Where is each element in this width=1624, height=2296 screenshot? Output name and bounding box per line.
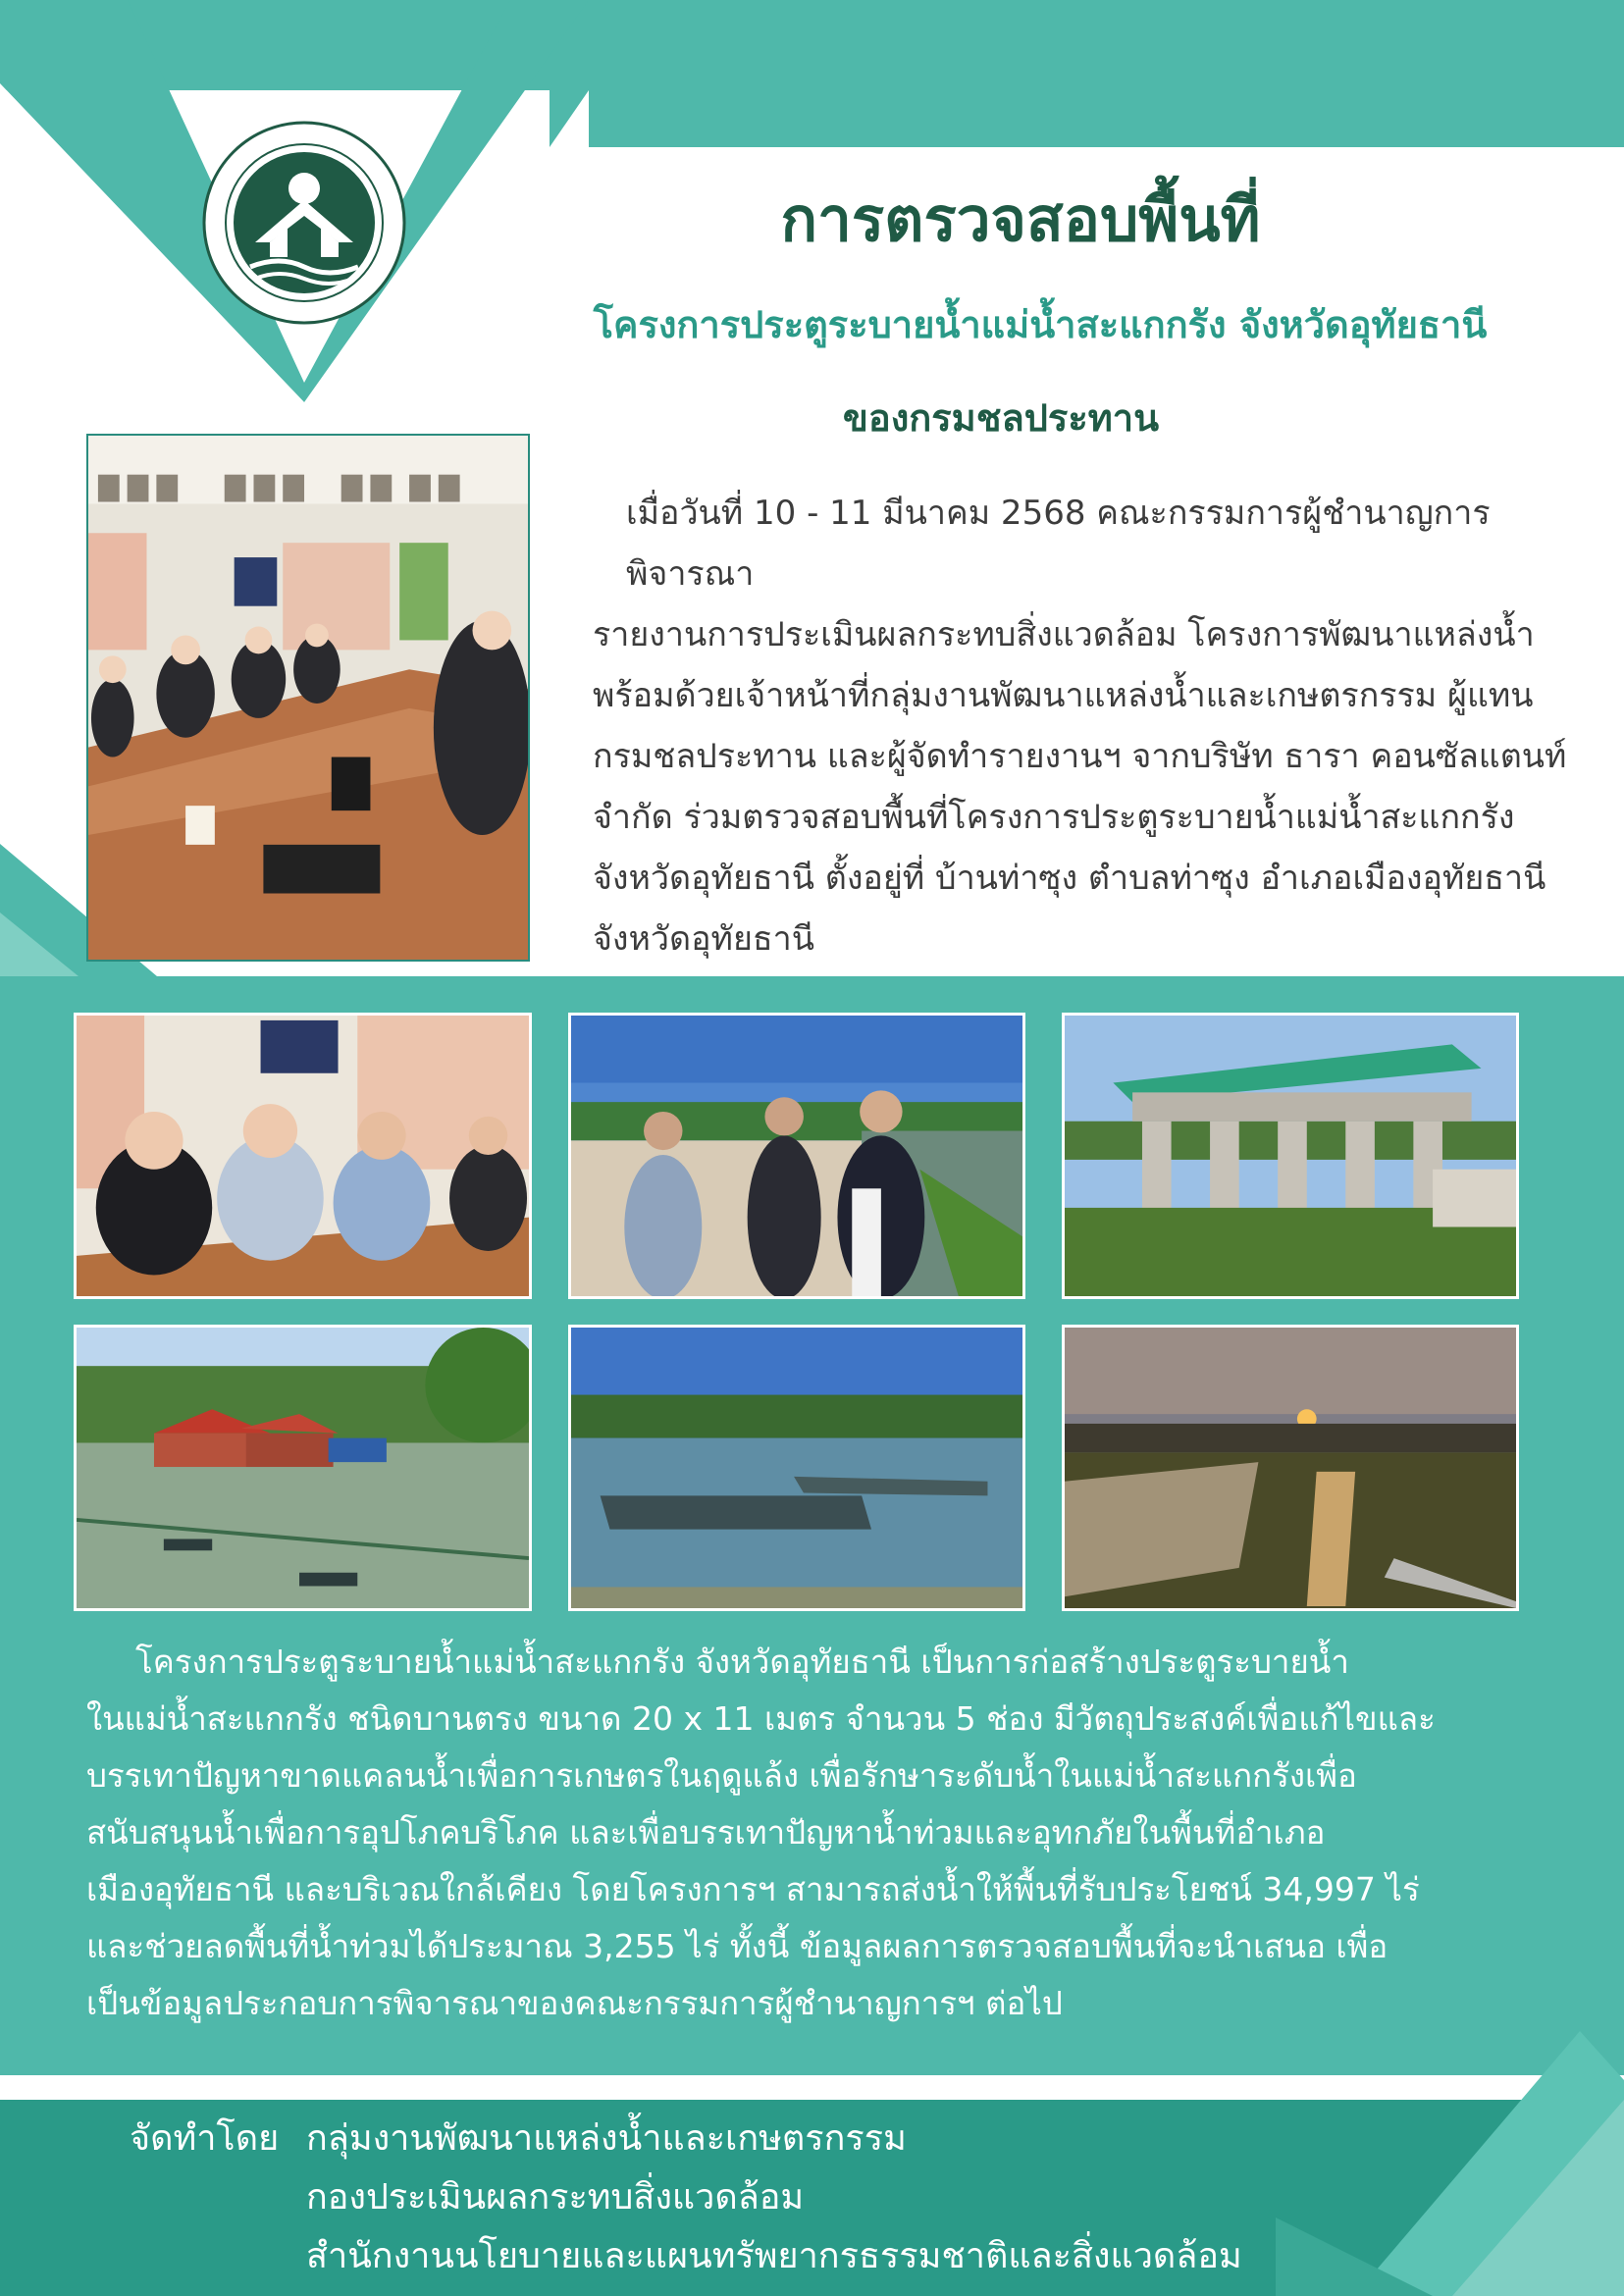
intro-line: เมื่อวันที่ 10 - 11 มีนาคม 2568 คณะกรรมการผู้ชำนาญการพิจารณา	[626, 494, 1491, 594]
footer-office: สำนักงานนโยบายและแผนทรัพยากรธรรมชาติและสิ่งแวดล้อม	[306, 2236, 1242, 2276]
intro-line: กรมชลประทาน และผู้จัดทำรายงานฯ จากบริษัท ธารา คอนซัลแตนท์	[593, 737, 1567, 776]
department-subtitle: ของกรมชลประทาน	[842, 396, 1160, 440]
fish-cage-river-photo	[568, 1325, 1025, 1611]
intro-paragraph	[593, 483, 1574, 969]
description-line: เมืองอุทัยธานี และบริเวณใกล้เคียง โดยโครงการฯ สามารถส่งน้ำให้พื้นที่รับประโยชน์ 34,997 ไร่	[86, 1870, 1420, 1908]
intro-line: พร้อมด้วยเจ้าหน้าที่กลุ่มงานพัฒนาแหล่งน้ำและเกษตรกรรม ผู้แทน	[593, 676, 1534, 715]
footer-division: กลุ่มงานพัฒนาแหล่งน้ำและเกษตรกรรม	[306, 2118, 907, 2159]
description-line: โครงการประตูระบายน้ำแม่น้ำสะแกกรัง จังหวัดอุทัยธานี เป็นการก่อสร้างประตูระบายน้ำ	[135, 1643, 1349, 1681]
description-line: บรรเทาปัญหาขาดแคลนน้ำเพื่อการเกษตรในฤดูแล้ง เพื่อรักษาระดับน้ำในแม่น้ำสะแกกรังเพื่อ	[86, 1756, 1357, 1795]
sluice-gate-photo	[1062, 1013, 1519, 1299]
project-description	[86, 1634, 1539, 2032]
logo-emblem-icon	[201, 120, 407, 326]
intro-line: จังหวัดอุทัยธานี ตั้งอยู่ที่ บ้านท่าซุง ตำบลท่าซุง อำเภอเมืองอุทัยธานี	[593, 859, 1546, 898]
description-line: และช่วยลดพื้นที่น้ำท่วมได้ประมาณ 3,255 ไร่ ทั้งนี้ ข้อมูลผลการตรวจสอบพื้นที่จะนำเสนอ เพื่อ	[86, 1927, 1388, 1965]
sunset-rice-field-photo	[1062, 1325, 1519, 1611]
description-line: ในแม่น้ำสะแกกรัง ชนิดบานตรง ขนาด 20 x 11 เมตร จำนวน 5 ช่อง มีวัตถุประสงค์เพื่อแก้ไขและ	[86, 1699, 1436, 1738]
project-subtitle: โครงการประตูระบายน้ำแม่น้ำสะแกกรัง จังหวัดอุทัยธานี	[593, 303, 1488, 346]
onep-logo	[201, 120, 407, 326]
intro-line: รายงานการประเมินผลกระทบสิ่งแวดล้อม โครงการพัฒนาแหล่งน้ำ	[593, 615, 1535, 654]
committee-photo	[74, 1013, 532, 1299]
intro-line: จังหวัดอุทัยธานี	[593, 919, 814, 959]
meeting-room-photo	[86, 434, 530, 962]
description-line: เป็นข้อมูลประกอบการพิจารณาของคณะกรรมการผู้ชำนาญการฯ ต่อไป	[86, 1984, 1063, 2022]
page-title: การตรวจสอบพื้นที่	[780, 183, 1261, 255]
site-visit-riverside-photo	[568, 1013, 1025, 1299]
footer-prefix: จัดทำโดย	[130, 2118, 280, 2159]
footer-bureau: กองประเมินผลกระทบสิ่งแวดล้อม	[306, 2177, 805, 2218]
intro-line: จำกัด ร่วมตรวจสอบพื้นที่โครงการประตูระบายน้ำแม่น้ำสะแกกรัง	[593, 798, 1515, 837]
description-line: สนับสนุนน้ำเพื่อการอุปโภคบริโภค และเพื่อบรรเทาปัญหาน้ำท่วมและอุทกภัยในพื้นที่อำเภอ	[86, 1813, 1326, 1852]
floating-houses-photo	[74, 1325, 532, 1611]
